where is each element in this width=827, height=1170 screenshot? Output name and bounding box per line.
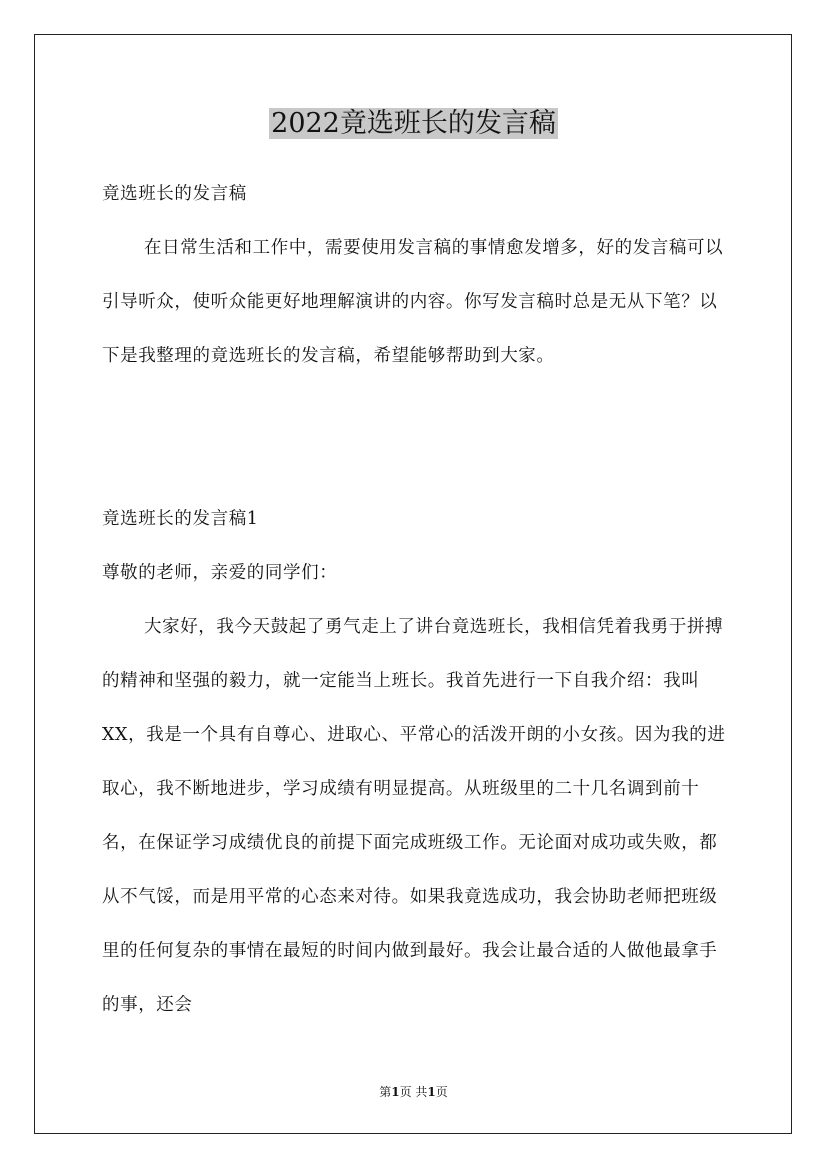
salutation: 尊敬的老师，亲爱的同学们： [102, 563, 338, 583]
section-heading: 竟选班长的发言稿1 [102, 509, 259, 529]
page-label-suffix: 页 [435, 1085, 448, 1099]
total-pages: 1 [427, 1085, 436, 1099]
page-footer [0, 1084, 827, 1100]
body-paragraph: 大家好，我今天鼓起了勇气走上了讲台竟选班长，我相信凭着我勇于拼搏的精神和坚强的毅力，就一定能当上班长。我首先进行一下自我介绍：我叫XX，我是一个具有自尊心、进取心、平常心的活泼开朗的小女孩。因为我的进取心，我不断地进步，学习成绩有明显提高。从班级里的二十几名调到前十名，在保证学习成绩优良的前提下面完成班级工作。无论面对成功或失败，都从不气馁，而是用平常的心态来对待。如果我竟选成功，我会协助老师把班级里的任何复杂的事情在最短的时间内做到最好。我会让最合适的人做他最拿手的事，还会 [102, 617, 726, 1015]
page-number: 1 [391, 1085, 400, 1099]
intro-paragraph: 在日常生活和工作中，需要使用发言稿的事情愈发增多，好的发言稿可以引导听众，使听众能更好地理解演讲的内容。你写发言稿时总是无从下笔？以下是我整理的竟选班长的发言稿，希望能够帮助到大家。 [102, 238, 724, 366]
document-subtitle: 竟选班长的发言稿 [102, 184, 247, 204]
page-label-prefix: 第 [379, 1085, 392, 1099]
document-title-text: 2022竟选班长的发言稿 [271, 108, 556, 139]
document-title [0, 104, 827, 144]
page-label-mid: 页 共 [399, 1085, 428, 1099]
